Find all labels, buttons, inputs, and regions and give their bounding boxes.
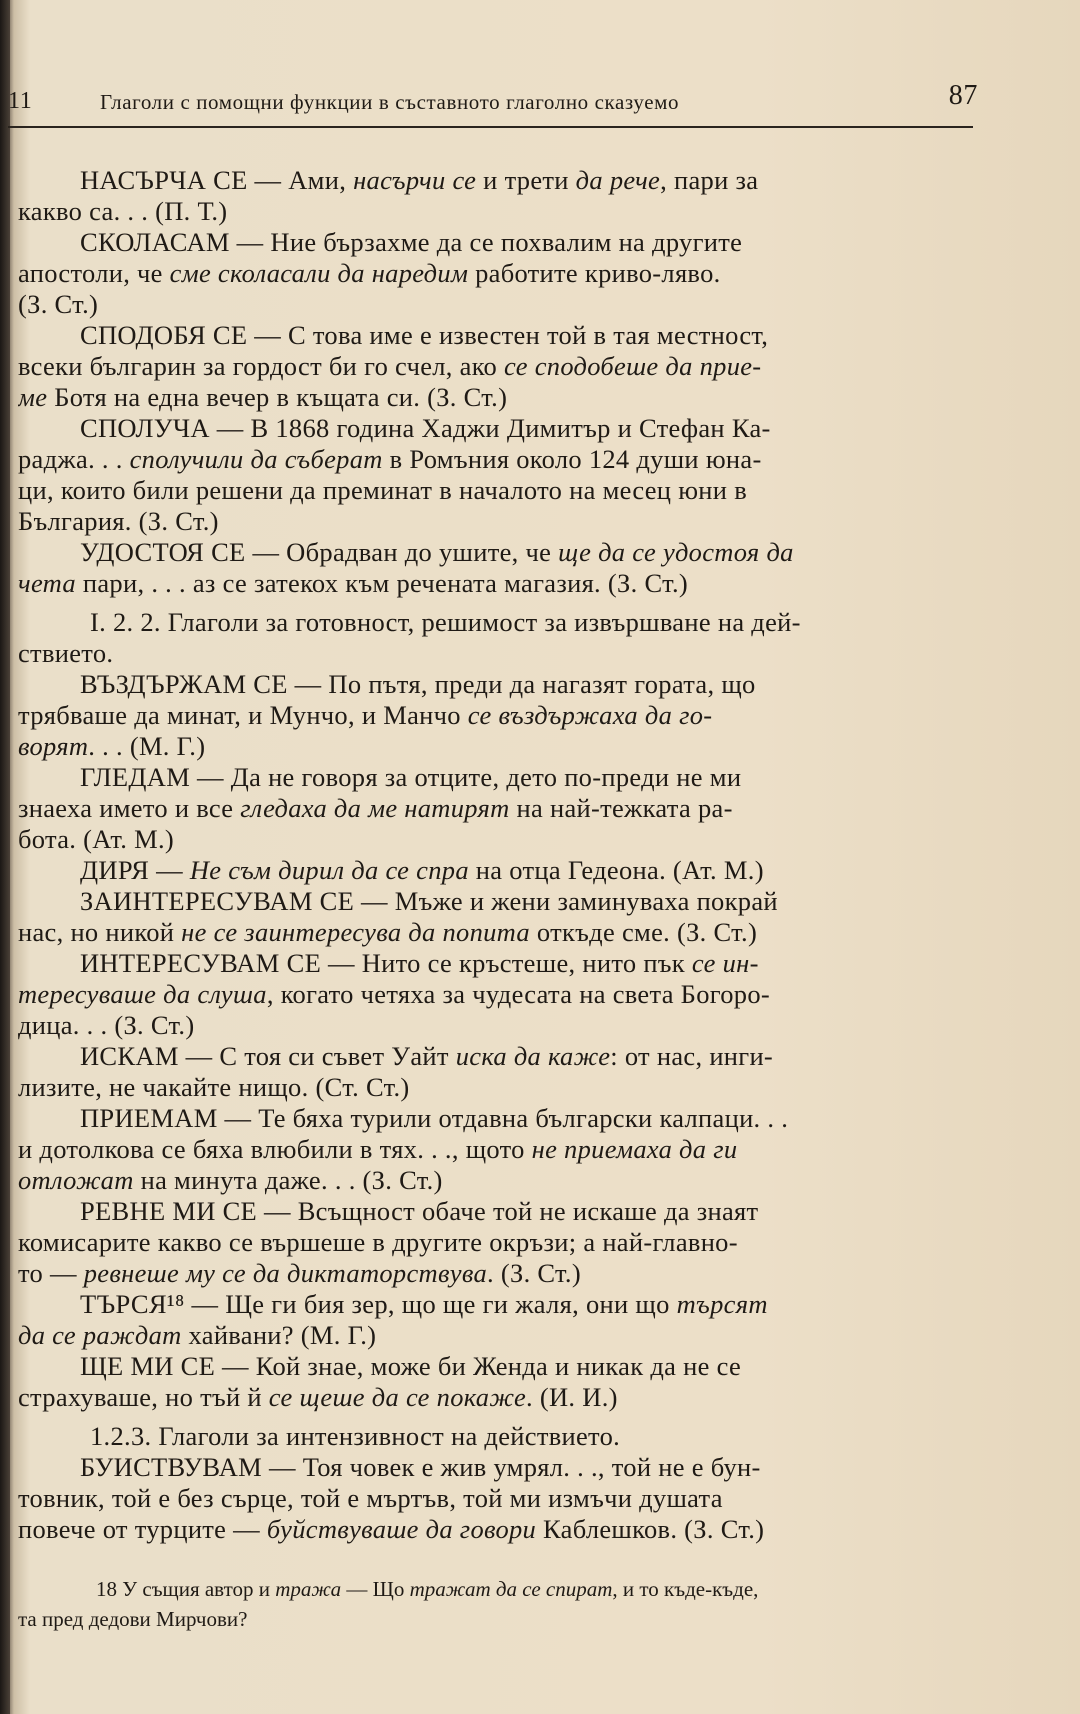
text-line: България. (З. Ст.) xyxy=(18,506,219,536)
entry-paragraph xyxy=(18,1289,983,1351)
footnote-line: 18 У същия автор и тража — Що тражат да се спират, и то къде-къде, xyxy=(96,1577,759,1601)
entry-paragraph xyxy=(18,227,983,320)
subsection-heading xyxy=(18,1421,983,1452)
text-line: ИНТЕРЕСУВАМ СЕ — Нито се кръстеше, нито пък се ин- xyxy=(80,948,759,978)
text-line: раджа. . . сполучили да съберат в Ромъния около 124 души юна- xyxy=(18,444,762,474)
text-line: СПОДОБЯ СЕ — С това име е известен той в тая местност, xyxy=(80,320,769,350)
text-line: повече от турците — буйствуваше да говори Каблешков. (З. Ст.) xyxy=(18,1514,765,1544)
text-line: товник, той е без сърце, той е мъртъв, той ми измъчи душата xyxy=(18,1483,723,1513)
text-line: I. 2. 2. Глаголи за готовност, решимост за извършване на дей- xyxy=(90,607,801,637)
text-line: какво са. . . (П. Т.) xyxy=(18,196,228,226)
text-line: ЗАИНТЕРЕСУВАМ СЕ — Мъже и жени заминуваха покрай xyxy=(80,886,778,916)
text-line: комисарите какво се вършеше в другите окръзи; а най-главно- xyxy=(18,1227,738,1257)
main-text xyxy=(18,165,983,1545)
running-title: Глаголи с помощни функции в съставното глаголно сказуемо xyxy=(100,90,680,114)
entry-paragraph xyxy=(18,413,983,537)
text-line: ворят. . . (М. Г.) xyxy=(18,731,206,761)
entry-paragraph xyxy=(18,762,983,855)
footnote xyxy=(18,1574,998,1634)
text-line: отложат на минута даже. . . (З. Ст.) xyxy=(18,1165,443,1195)
entry-paragraph xyxy=(18,1103,983,1196)
text-line: ГЛЕДАМ — Да не говоря за отците, дето по-преди не ми xyxy=(80,762,742,792)
footnote-line: та пред дедови Мирчови? xyxy=(18,1607,248,1631)
text-line: ци, които били решени да преминат в началото на месец юни в xyxy=(18,475,748,505)
text-line: НАСЪРЧА СЕ — Ами, насърчи се и трети да рече, пари за xyxy=(80,165,759,195)
entry-paragraph xyxy=(18,1452,983,1545)
text-line: дица. . . (З. Ст.) xyxy=(18,1010,195,1040)
entry-paragraph xyxy=(18,165,983,227)
running-header xyxy=(8,80,978,120)
text-line: ПРИЕМАМ — Те бяха турили отдавна български калпаци. . . xyxy=(80,1103,789,1133)
text-line: бота. (Ат. М.) xyxy=(18,824,174,854)
text-line: БУИСТВУВАМ — Тоя човек е жив умрял. . ., той не е бун- xyxy=(80,1452,761,1482)
text-line: СПОЛУЧА — В 1868 година Хаджи Димитър и Стефан Ка- xyxy=(80,413,771,443)
text-line: знаеха името и все гледаха да ме натирят на най-тежката ра- xyxy=(18,793,733,823)
entry-paragraph xyxy=(18,948,983,1041)
text-line: ствието. xyxy=(18,638,114,668)
text-line: всеки българин за гордост би го счел, ако се сподобеше да прие- xyxy=(18,351,762,381)
text-line: нас, но никой не се заинтересува да попита откъде сме. (З. Ст.) xyxy=(18,917,758,947)
text-line: то — ревнеше му се да диктаторствува. (З. Ст.) xyxy=(18,1258,581,1288)
text-line: 1.2.3. Глаголи за интензивност на действието. xyxy=(90,1421,621,1451)
subsection-heading xyxy=(18,607,983,669)
text-line: ЩЕ МИ СЕ — Кой знае, може би Женда и никак да не се xyxy=(80,1351,742,1381)
text-line: (З. Ст.) xyxy=(18,289,99,319)
entry-paragraph xyxy=(18,537,983,599)
text-line: апостоли, че сме сколасали да наредим работите криво-ляво. xyxy=(18,258,721,288)
text-line: ТЪРСЯ¹⁸ — Ще ги бия зер, що ще ги жаля, они що търсят xyxy=(80,1289,768,1319)
entry-paragraph xyxy=(18,669,983,762)
text-line: ме Ботя на една вечер в къщата си. (З. Ст.) xyxy=(18,382,508,412)
header-rule xyxy=(8,126,973,128)
entry-paragraph xyxy=(18,320,983,413)
text-line: ДИРЯ — Не съм дирил да се спра на отца Гедеона. (Ат. М.) xyxy=(80,855,764,885)
text-line: ИСКАМ — С тоя си съвет Уайт иска да каже: от нас, инги- xyxy=(80,1041,774,1071)
text-line: ВЪЗДЪРЖАМ СЕ — По пътя, преди да нагазят гората, що xyxy=(80,669,756,699)
section-number: 11 xyxy=(8,88,33,114)
text-line: трябваше да минат, и Мунчо, и Манчо се въздържаха да го- xyxy=(18,700,713,730)
text-line: да се раждат хайвани? (М. Г.) xyxy=(18,1320,377,1350)
text-line: СКОЛАСАМ — Ние бързахме да се похвалим на другите xyxy=(80,227,743,257)
page-number: 87 xyxy=(948,80,978,111)
entry-paragraph xyxy=(18,855,983,886)
text-line: РЕВНЕ МИ СЕ — Всъщност обаче той не искаше да знаят xyxy=(80,1196,759,1226)
entry-paragraph xyxy=(18,1041,983,1103)
text-line: лизите, не чакайте нищо. (Ст. Ст.) xyxy=(18,1072,410,1102)
text-line: чета пари, . . . аз се затекох към речената магазия. (З. Ст.) xyxy=(18,568,689,598)
book-spine-shadow xyxy=(0,0,10,1714)
entry-paragraph xyxy=(18,1196,983,1289)
text-line: и дотолкова се бяха влюбили в тях. . ., щото не приемаха да ги xyxy=(18,1134,738,1164)
text-line: страхуваше, но тъй й се щеше да се покаже. (И. И.) xyxy=(18,1382,618,1412)
text-line: тересуваше да слуша, когато четяха за чудесата на света Богоро- xyxy=(18,979,771,1009)
text-line: УДОСТОЯ СЕ — Обрадван до ушите, че ще да се удостоя да xyxy=(80,537,794,567)
entry-paragraph xyxy=(18,1351,983,1413)
entry-paragraph xyxy=(18,886,983,948)
